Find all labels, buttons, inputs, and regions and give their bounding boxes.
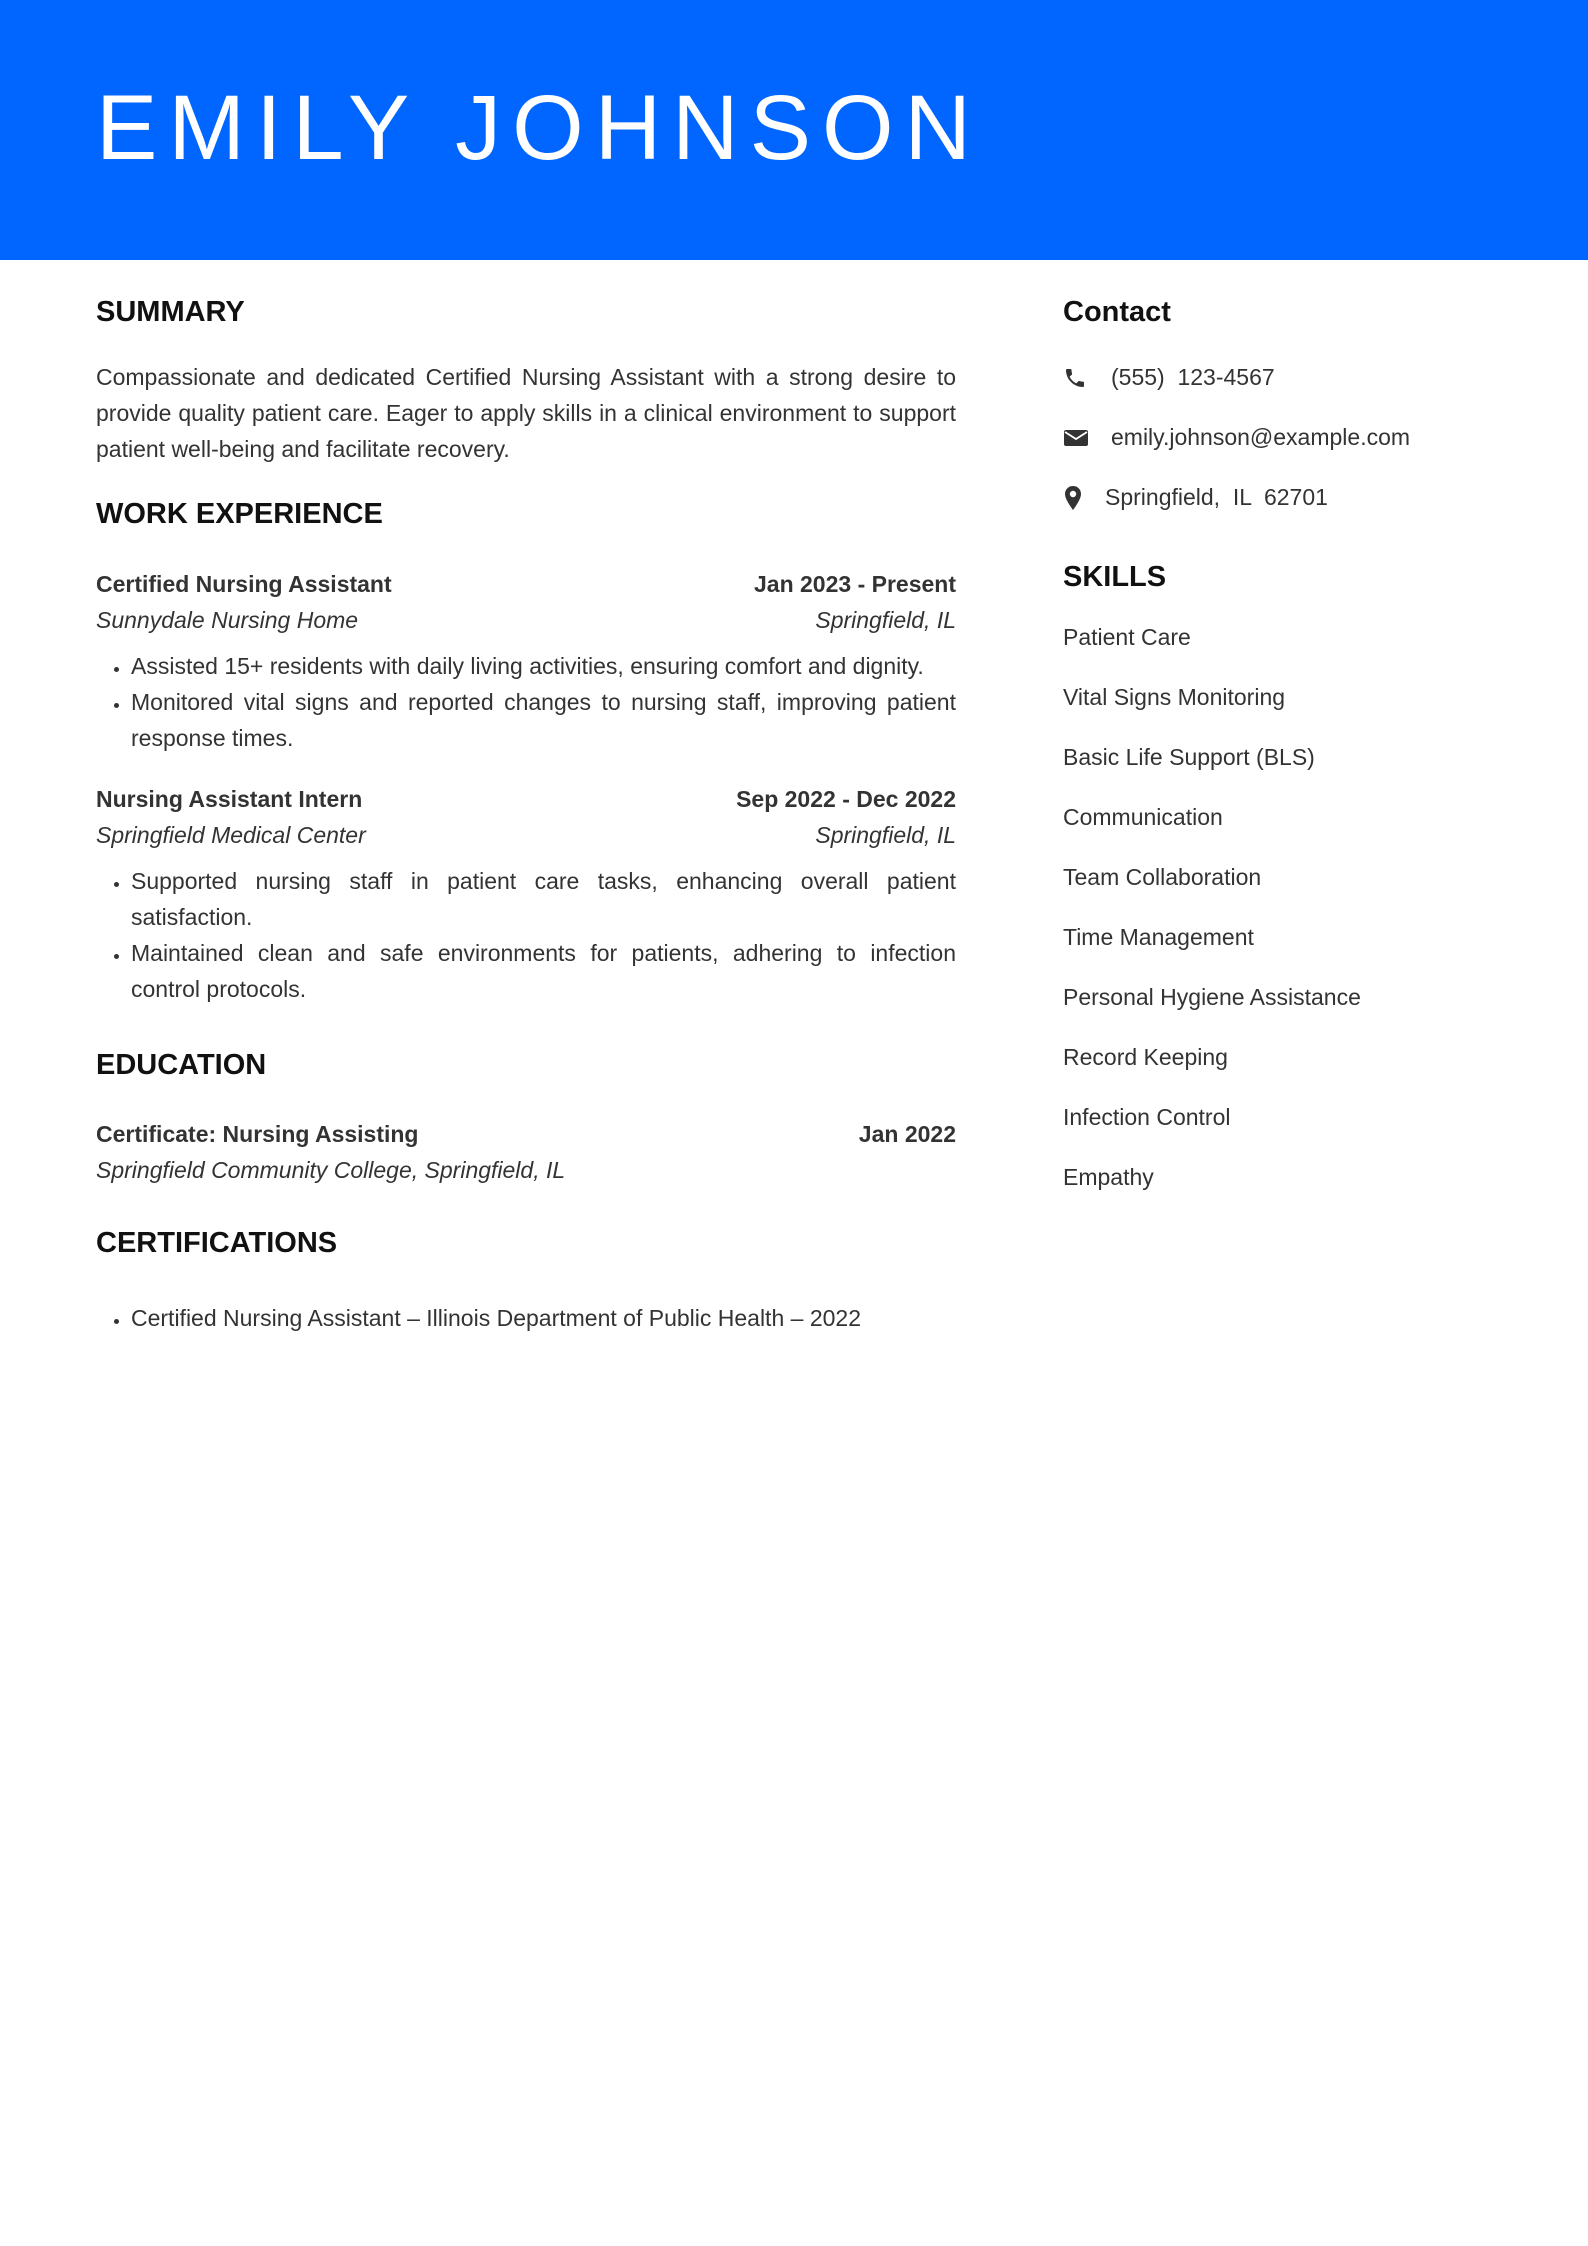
education-entry: [96, 1116, 956, 1188]
contact-email: [1063, 420, 1503, 456]
skill-item: Time Management: [1063, 923, 1254, 950]
job-title: Nursing Assistant Intern: [96, 785, 363, 812]
certifications-heading: CERTIFICATIONS: [96, 1227, 338, 1260]
contact-heading: Contact: [1063, 296, 1171, 328]
main-column: [96, 260, 956, 1336]
job-location: Springfield, IL: [815, 821, 956, 848]
job-bullet: • Monitored vital signs and reported changes to nursing staff, improving patient response times.: [131, 684, 956, 756]
skill-item: Record Keeping: [1063, 1043, 1228, 1070]
summary-text: Compassionate and dedicated Certified Nursing Assistant with a strong desire to provide quality patient care. Eager to apply skills in a clinical environment to support patient well-being and facilitate recovery.: [96, 363, 956, 462]
education-school: Springfield Community College, Springfield, IL: [96, 1157, 566, 1184]
sidebar-column: [1063, 260, 1503, 1219]
contact-phone: [1063, 360, 1503, 396]
job-bullet: • Assisted 15+ residents with daily living activities, ensuring comfort and dignity.: [131, 648, 956, 684]
envelope-icon: [1063, 425, 1089, 451]
education-date: Jan 2022: [858, 1121, 956, 1148]
contact-list: [1063, 360, 1503, 516]
job-dates: Sep 2022 - Dec 2022: [736, 785, 956, 812]
contact-location-text: Springfield, IL 62701: [1105, 484, 1328, 511]
skill-item: Basic Life Support (BLS): [1063, 743, 1315, 770]
map-marker-icon: [1063, 485, 1089, 511]
skill-item: Infection Control: [1063, 1103, 1231, 1130]
contact-email-text: emily.johnson@example.com: [1111, 424, 1411, 451]
job-entry: [96, 566, 956, 756]
phone-icon: [1063, 365, 1089, 391]
job-bullet: • Maintained clean and safe environments for patients, adhering to infection control protocols.: [131, 935, 956, 1007]
skills-heading: SKILLS: [1063, 560, 1167, 593]
skill-item: Patient Care: [1063, 623, 1191, 650]
skill-item: Communication: [1063, 803, 1223, 830]
contact-location: [1063, 480, 1503, 516]
job-bullets: [96, 648, 956, 756]
skills-list: [1063, 619, 1503, 1195]
work-experience-heading: WORK EXPERIENCE: [96, 497, 383, 530]
education-degree: Certificate: Nursing Assisting: [96, 1121, 419, 1148]
contact-phone-text: (555) 123-4567: [1111, 364, 1275, 391]
certification-item: • Certified Nursing Assistant – Illinois Department of Public Health – 2022: [131, 1300, 956, 1336]
summary-heading: SUMMARY: [96, 296, 245, 328]
education-heading: EDUCATION: [96, 1048, 267, 1081]
job-employer: Sunnydale Nursing Home: [96, 606, 359, 633]
skill-item: Empathy: [1063, 1163, 1154, 1190]
header-banner: [0, 0, 1588, 260]
job-bullets: [96, 863, 956, 1007]
skill-item: Team Collaboration: [1063, 863, 1262, 890]
job-employer: Springfield Medical Center: [96, 821, 366, 848]
certifications-list: [96, 1300, 956, 1336]
job-entry: [96, 781, 956, 1007]
skill-item: Vital Signs Monitoring: [1063, 683, 1286, 710]
skill-item: Personal Hygiene Assistance: [1063, 983, 1361, 1010]
job-dates: Jan 2023 - Present: [753, 570, 956, 597]
candidate-name: EMILY JOHNSON: [96, 77, 982, 179]
job-location: Springfield, IL: [815, 606, 956, 633]
job-bullet: • Supported nursing staff in patient care tasks, enhancing overall patient satisfaction.: [131, 863, 956, 935]
job-title: Certified Nursing Assistant: [96, 570, 392, 597]
